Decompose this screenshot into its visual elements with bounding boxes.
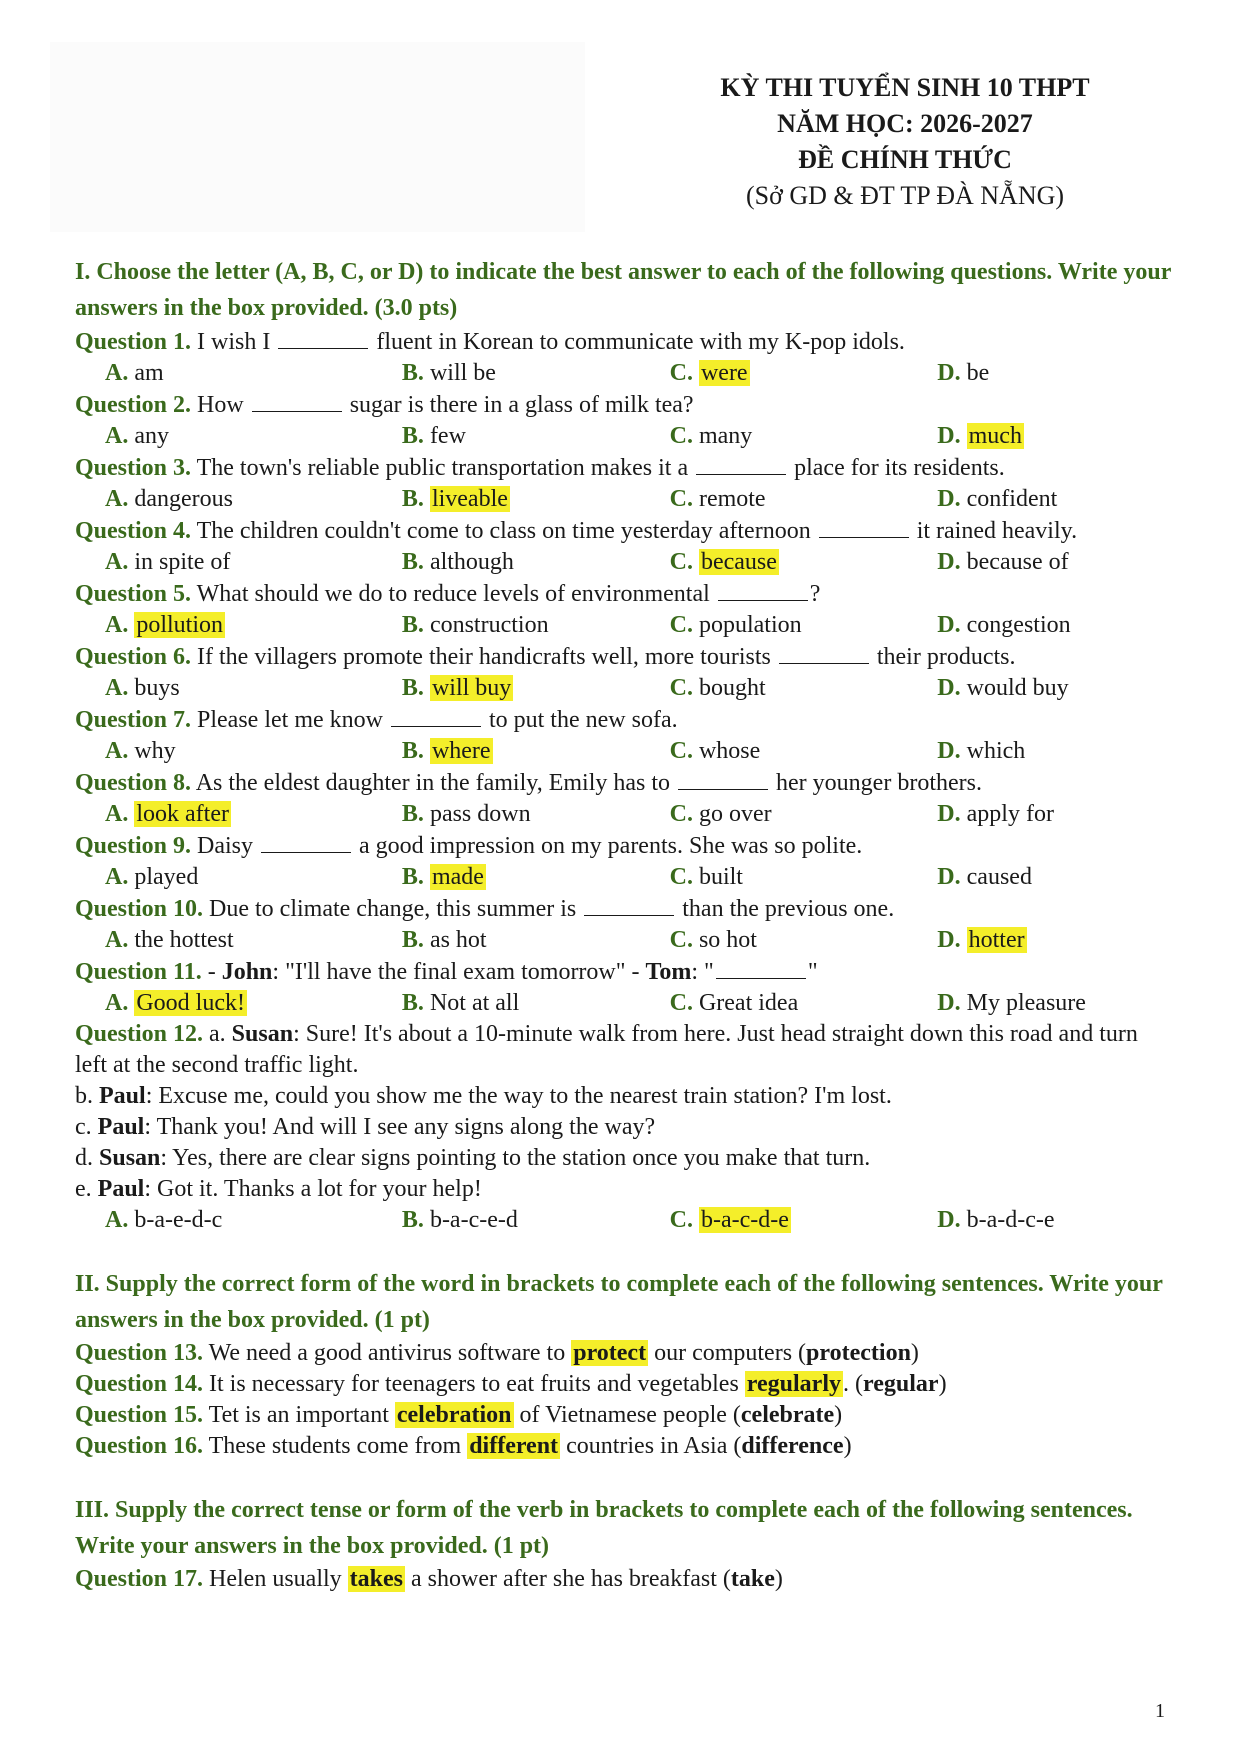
multiple-choice-list: [75, 326, 1175, 956]
answer-highlight: celebration: [396, 1402, 512, 1428]
question-10: Question 10. Due to climate change, this summer is than the previous one.: [75, 896, 895, 922]
dialogue-line: Question 12. a. Susan: Sure! It's about a 10-minute walk from here. Just head straight down this road and turn left at the second traffic light.: [75, 1021, 1138, 1078]
answer-blank: [716, 958, 806, 979]
option-d: D. My pleasure: [937, 990, 1086, 1016]
question-6-options: [75, 673, 1175, 704]
option-a: A. in spite of: [105, 549, 231, 575]
exam-header: [620, 70, 1190, 214]
exam-title: KỲ THI TUYỂN SINH 10 THPT: [720, 73, 1090, 102]
option-b: B. few: [401, 423, 466, 449]
question-8: Question 8. As the eldest daughter in the family, Emily has to her younger brothers.: [75, 770, 982, 796]
blurred-school-stamp-area: [50, 42, 585, 232]
option-d: D. apply for: [937, 801, 1054, 827]
question-1-options: [75, 358, 1175, 389]
dialogue-line: e. Paul: Got it. Thanks a lot for your help!: [75, 1176, 482, 1202]
option-c: C. whose: [669, 738, 761, 764]
option-d: D. be: [937, 360, 990, 386]
word-form-question: Question 15. Tet is an important celebration of Vietnamese people (celebrate): [75, 1402, 843, 1428]
option-a: A. look after: [105, 801, 229, 827]
question-3: Question 3. The town's reliable public transportation makes it a place for its residents.: [75, 455, 1005, 481]
option-a: A. why: [105, 738, 176, 764]
question-6: Question 6. If the villagers promote their handicrafts well, more tourists their products.: [75, 644, 1016, 670]
question-4-options: [75, 547, 1175, 578]
dialogue-line: b. Paul: Excuse me, could you show me the way to the nearest train station? I'm lost.: [75, 1083, 892, 1109]
option-d: D. would buy: [937, 675, 1069, 701]
option-c: C. bought: [669, 675, 766, 701]
word-form-question: Question 14. It is necessary for teenagers to eat fruits and vegetables regularly. (regular): [75, 1371, 947, 1397]
answer-highlight: takes: [349, 1566, 403, 1592]
official-label: ĐỀ CHÍNH THỨC: [798, 145, 1012, 174]
question-11-options: [75, 988, 1175, 1019]
answer-blank: [391, 706, 481, 727]
option-b: B. although: [401, 549, 514, 575]
option-c: C. so hot: [669, 927, 757, 953]
answer-highlight: protect: [573, 1340, 647, 1366]
question-9-options: [75, 862, 1175, 893]
section-1-heading: I. Choose the letter (A, B, C, or D) to indicate the best answer to each of the following questions. Write your answers in the box provided. (3.0 pts): [75, 259, 1171, 321]
question-12-options: [75, 1205, 1175, 1236]
exam-content: [75, 254, 1175, 1595]
option-a: A. dangerous: [105, 486, 233, 512]
section-3-heading: III. Supply the correct tense or form of the verb in brackets to complete each of the following sentences. Write your answers in the box provided. (1 pt): [75, 1497, 1133, 1559]
answer-blank: [678, 769, 768, 790]
school-year: NĂM HỌC: 2026-2027: [777, 109, 1033, 138]
section-2-heading: II. Supply the correct form of the word in brackets to complete each of the following sentences. Write your answers in the box provided. (1 pt): [75, 1271, 1163, 1333]
question-9: Question 9. Daisy a good impression on my parents. She was so polite.: [75, 833, 863, 859]
option-b: B. pass down: [401, 801, 531, 827]
answer-blank: [252, 391, 342, 412]
option-a: A. b-a-e-d-c: [105, 1207, 223, 1233]
option-d: D. confident: [937, 486, 1058, 512]
option-a: A. the hottest: [105, 927, 234, 953]
question-5: Question 5. What should we do to reduce levels of environmental ?: [75, 581, 821, 607]
question-2: Question 2. How sugar is there in a glass of milk tea?: [75, 392, 694, 418]
dialogue-line: c. Paul: Thank you! And will I see any signs along the way?: [75, 1114, 656, 1140]
option-c: C. because: [669, 549, 777, 575]
answer-blank: [718, 580, 808, 601]
option-a: A. Good luck!: [105, 990, 245, 1016]
option-b: B. will be: [401, 360, 496, 386]
option-a: A. any: [105, 423, 169, 449]
option-d: D. much: [937, 423, 1022, 449]
answer-highlight: different: [469, 1433, 559, 1459]
option-a: A. buys: [105, 675, 180, 701]
answer-blank: [261, 832, 351, 853]
page-number: 1: [1155, 1700, 1165, 1722]
option-d: D. hotter: [937, 927, 1025, 953]
question-2-options: [75, 421, 1175, 452]
answer-blank: [819, 517, 909, 538]
option-c: C. b-a-c-d-e: [669, 1207, 789, 1233]
word-form-question: Question 17. Helen usually takes a shower after she has breakfast (take): [75, 1566, 783, 1592]
option-b: B. will buy: [401, 675, 512, 701]
option-c: C. remote: [669, 486, 766, 512]
verb-form-list: [75, 1564, 1175, 1595]
word-form-question: Question 16. These students come from different countries in Asia (difference): [75, 1433, 852, 1459]
question-4: Question 4. The children couldn't come to class on time yesterday afternoon it rained heavily.: [75, 518, 1078, 544]
question-11: Question 11. - John: "I'll have the final exam tomorrow" - Tom: " ": [75, 959, 818, 985]
question-5-options: [75, 610, 1175, 641]
option-a: A. am: [105, 360, 164, 386]
question-12: [75, 1019, 1175, 1205]
question-8-options: [75, 799, 1175, 830]
question-10-options: [75, 925, 1175, 956]
option-c: C. go over: [669, 801, 772, 827]
question-7: Question 7. Please let me know to put the new sofa.: [75, 707, 678, 733]
answer-blank: [696, 454, 786, 475]
option-b: B. where: [401, 738, 491, 764]
question-3-options: [75, 484, 1175, 515]
issuer: (Sở GD & ĐT TP ĐÀ NẴNG): [745, 181, 1065, 210]
word-form-question: Question 13. We need a good antivirus software to protect our computers (protection): [75, 1340, 919, 1366]
option-a: A. played: [105, 864, 199, 890]
option-d: D. caused: [937, 864, 1032, 890]
option-d: D. congestion: [937, 612, 1071, 638]
answer-blank: [278, 328, 368, 349]
answer-highlight: regularly: [746, 1371, 842, 1397]
option-b: B. as hot: [401, 927, 487, 953]
dialogue-line: d. Susan: Yes, there are clear signs pointing to the station once you make that turn.: [75, 1145, 871, 1171]
option-d: D. because of: [937, 549, 1069, 575]
option-d: D. b-a-d-c-e: [937, 1207, 1055, 1233]
option-b: B. Not at all: [401, 990, 520, 1016]
option-b: B. made: [401, 864, 484, 890]
option-c: C. population: [669, 612, 802, 638]
option-c: C. were: [669, 360, 748, 386]
option-a: A. pollution: [105, 612, 224, 638]
option-b: B. b-a-c-e-d: [401, 1207, 518, 1233]
option-b: B. liveable: [401, 486, 508, 512]
option-b: B. construction: [401, 612, 549, 638]
option-c: C. built: [669, 864, 743, 890]
option-c: C. Great idea: [669, 990, 799, 1016]
option-d: D. which: [937, 738, 1026, 764]
option-c: C. many: [669, 423, 753, 449]
word-form-list: [75, 1338, 1175, 1462]
question-7-options: [75, 736, 1175, 767]
question-1: Question 1. I wish I fluent in Korean to communicate with my K-pop idols.: [75, 329, 905, 355]
answer-blank: [584, 895, 674, 916]
answer-blank: [779, 643, 869, 664]
